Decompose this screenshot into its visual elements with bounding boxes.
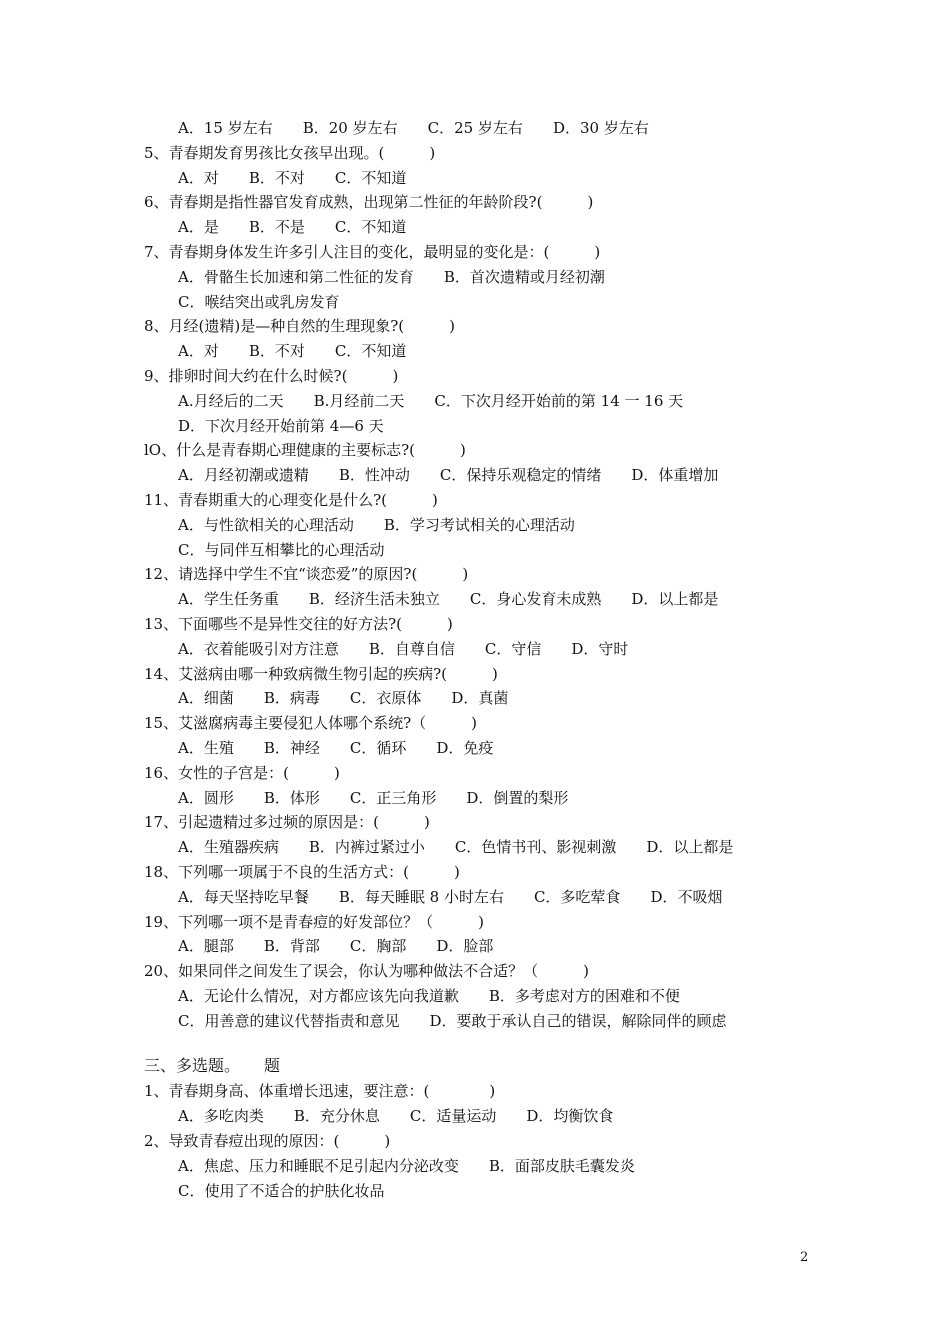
question-text: 青春期发育男孩比女孩早出现。( ) — [168, 143, 436, 162]
answer-option: B．20 岁左右 — [302, 119, 398, 137]
answer-option: B．首次遗精或月经初潮 — [443, 267, 605, 286]
answer-option: A．生殖器疾病 — [178, 838, 279, 857]
question-text: 下面哪些不是异性交往的好方法?( ) — [178, 614, 453, 633]
answer-option: C．不知道 — [334, 168, 407, 187]
question-number: 11、 — [144, 490, 179, 509]
answer-option: D．下次月经开始前第 4—6 天 — [178, 416, 384, 435]
question-stem — [144, 364, 824, 389]
question-stem — [144, 860, 824, 885]
option-row — [144, 885, 824, 910]
question-text: 艾滋病由哪一种致病微生物引起的疾病?( ) — [178, 664, 498, 683]
answer-option: C．适量运动 — [409, 1107, 497, 1126]
answer-option: C．循环 — [349, 738, 407, 757]
answer-option: A．腿部 — [178, 937, 234, 956]
question-text: 排卵时间大约在什么时候?( ) — [168, 366, 399, 385]
answer-option: A．焦虑、压力和睡眠不足引起内分泌改变 — [178, 1156, 459, 1175]
option-row — [144, 339, 824, 364]
question-stem — [144, 562, 824, 587]
question-stem — [144, 488, 824, 513]
answer-option: D．均衡饮食 — [526, 1107, 614, 1126]
question-text: 引起遗精过多过频的原因是：( ) — [178, 813, 430, 832]
question-number: 16、 — [144, 763, 179, 782]
answer-option: B．多考虑对方的困难和不便 — [488, 986, 680, 1005]
question-stem — [144, 240, 824, 265]
option-row — [144, 1104, 824, 1129]
question-number: 19、 — [144, 912, 179, 931]
option-row — [144, 166, 824, 191]
answer-option: C．身心发育未成熟 — [469, 590, 602, 609]
answer-option: B.月经前二天 — [313, 391, 405, 410]
answer-option: A.月经后的二天 — [178, 391, 284, 410]
answer-option: B．病毒 — [263, 689, 320, 708]
question-number: 9、 — [144, 366, 169, 385]
option-row — [144, 637, 824, 662]
answer-option: B．体形 — [263, 788, 320, 807]
section-title: 三、多选题。 题 — [144, 1056, 281, 1076]
question-text: 青春期身高、体重增长迅速，要注意：( ) — [168, 1082, 496, 1101]
answer-option: B．不对 — [248, 342, 305, 361]
question-number: 18、 — [144, 862, 179, 881]
question-stem — [144, 438, 824, 463]
answer-option: A．15 岁左右 — [178, 119, 273, 137]
answer-option: C．25 岁左右 — [427, 119, 523, 137]
answer-option: A．对 — [178, 342, 219, 361]
question-text: 什么是青春期心理健康的主要标志?( ) — [176, 441, 466, 460]
question-number: 6、 — [144, 193, 169, 212]
question-stem — [144, 190, 824, 215]
question-number: 5、 — [144, 143, 169, 162]
question-number: 15、 — [144, 714, 179, 733]
question-text: 下列哪一项不是青春痘的好发部位？（ ) — [178, 912, 484, 931]
answer-option: D．30 岁左右 — [552, 119, 649, 137]
answer-option: C．用善意的建议代替指责和意见 — [178, 1011, 400, 1030]
answer-option: C．使用了不适合的护肤化妆品 — [178, 1181, 385, 1200]
answer-option: A．骨骼生长加速和第二性征的发育 — [178, 267, 414, 286]
question-number: 8、 — [144, 317, 169, 336]
answer-option: D．要敢于承认自己的错误，解除同伴的顾虑 — [429, 1011, 727, 1030]
answer-option: D．免疫 — [436, 738, 494, 757]
option-row — [144, 736, 824, 761]
answer-option: B．经济生活未独立 — [308, 590, 440, 609]
answer-option: C．喉结突出或乳房发育 — [178, 292, 340, 311]
question-text: 女性的子宫是：( ) — [178, 763, 340, 782]
option-row — [144, 265, 824, 290]
question-number: 13、 — [144, 614, 179, 633]
answer-option: D．以上都是 — [646, 838, 734, 857]
option-row — [144, 538, 824, 563]
answer-option: C．胸部 — [349, 937, 407, 956]
option-row — [144, 1009, 824, 1034]
question-stem — [144, 662, 824, 687]
answer-option: A．对 — [178, 168, 219, 187]
question-stem — [144, 1129, 824, 1154]
page-number: 2 — [800, 1250, 809, 1265]
answer-option: D．倒置的梨形 — [466, 788, 569, 807]
answer-option: C．色情书刊、影视刺激 — [454, 838, 617, 857]
answer-option: A．生殖 — [178, 738, 234, 757]
answer-option: A．衣着能吸引对方注意 — [178, 639, 339, 658]
answer-option: B．性冲动 — [338, 466, 410, 485]
option-row — [144, 786, 824, 811]
option-row — [144, 835, 824, 860]
question-list — [144, 116, 824, 1203]
option-row — [144, 1179, 824, 1204]
answer-option: B．学习考试相关的心理活动 — [383, 515, 575, 534]
question-stem — [144, 959, 824, 984]
question-stem — [144, 612, 824, 637]
answer-option: B．神经 — [263, 738, 320, 757]
answer-option: D．以上都是 — [631, 590, 719, 609]
question-number: 14、 — [144, 664, 179, 683]
answer-option: B．不对 — [248, 168, 305, 187]
answer-option: C．多吃荤食 — [533, 887, 621, 906]
question-stem — [144, 1079, 824, 1104]
question-number: 2、 — [144, 1132, 169, 1151]
option-row — [144, 984, 824, 1009]
question-number: 20、 — [144, 962, 179, 981]
question-stem — [144, 314, 824, 339]
answer-option: A．无论什么情况，对方都应该先向我道歉 — [178, 986, 459, 1005]
answer-option: D．不吸烟 — [650, 887, 723, 906]
question-stem — [144, 910, 824, 935]
answer-option: C．保持乐观稳定的情绪 — [439, 466, 602, 485]
answer-option: A．细菌 — [178, 689, 234, 708]
answer-option: A．每天坚持吃早餐 — [178, 887, 309, 906]
question-text: 导致青春痘出现的原因：( ) — [168, 1132, 391, 1151]
answer-option: C．与同伴互相攀比的心理活动 — [178, 540, 385, 559]
answer-option: C．正三角形 — [349, 788, 437, 807]
question-number: 7、 — [144, 242, 169, 261]
answer-option: D．体重增加 — [631, 466, 719, 485]
option-row — [144, 389, 824, 414]
answer-option: D．守时 — [571, 639, 629, 658]
question-text: 请选择中学生不宜“谈恋爱”的原因?( ) — [178, 565, 469, 584]
option-row — [144, 414, 824, 439]
option-row — [144, 116, 824, 141]
question-number: 1、 — [144, 1082, 169, 1101]
answer-option: D．脸部 — [436, 937, 494, 956]
question-text: 艾滋腐病毒主要侵犯人体哪个系统?（ ) — [178, 714, 477, 733]
answer-option: A．是 — [178, 218, 219, 237]
question-text: 如果同伴之间发生了误会，你认为哪种做法不合适？（ ) — [178, 962, 589, 981]
question-stem — [144, 761, 824, 786]
question-number: 17、 — [144, 813, 179, 832]
option-row — [144, 1154, 824, 1179]
answer-option: B．面部皮肤毛囊发炎 — [488, 1156, 635, 1175]
question-number: 12、 — [144, 565, 179, 584]
option-row — [144, 215, 824, 240]
answer-option: C．下次月经开始前的第 14 一 16 天 — [434, 391, 684, 410]
question-text: 青春期重大的心理变化是什么?( ) — [178, 490, 438, 509]
answer-option: B．充分休息 — [293, 1107, 380, 1126]
option-row — [144, 290, 824, 315]
answer-option: A．与性欲相关的心理活动 — [178, 515, 354, 534]
option-row — [144, 934, 824, 959]
option-row — [144, 513, 824, 538]
answer-option: C．不知道 — [334, 342, 407, 361]
answer-option: D．真菌 — [451, 689, 509, 708]
answer-option: A．圆形 — [178, 788, 234, 807]
question-stem — [144, 711, 824, 736]
question-stem — [144, 141, 824, 166]
answer-option: C．衣原体 — [349, 689, 422, 708]
question-text: 月经(遗精)是—种自然的生理现象?( ) — [168, 317, 455, 336]
option-row — [144, 463, 824, 488]
answer-option: B．自尊自信 — [368, 639, 455, 658]
question-text: 下列哪一项属于不良的生活方式：( ) — [178, 862, 460, 881]
answer-option: C．不知道 — [334, 218, 407, 237]
question-stem — [144, 810, 824, 835]
question-number: lO、 — [144, 441, 177, 460]
answer-option: C．守信 — [484, 639, 542, 658]
answer-option: A．学生任务重 — [178, 590, 279, 609]
question-text: 青春期身体发生许多引人注目的变化，最明显的变化是：( ) — [168, 242, 601, 261]
answer-option: A．多吃肉类 — [178, 1107, 264, 1126]
answer-option: B．背部 — [263, 937, 320, 956]
answer-option: B．内裤过紧过小 — [308, 838, 425, 857]
answer-option: A．月经初潮或遗精 — [178, 466, 309, 485]
option-row — [144, 587, 824, 612]
question-text: 青春期是指性器官发育成熟，出现第二性征的年龄阶段?( ) — [168, 193, 594, 212]
option-row — [144, 686, 824, 711]
answer-option: B．每天睡眠 8 小时左右 — [338, 887, 504, 906]
answer-option: B．不是 — [248, 218, 305, 237]
